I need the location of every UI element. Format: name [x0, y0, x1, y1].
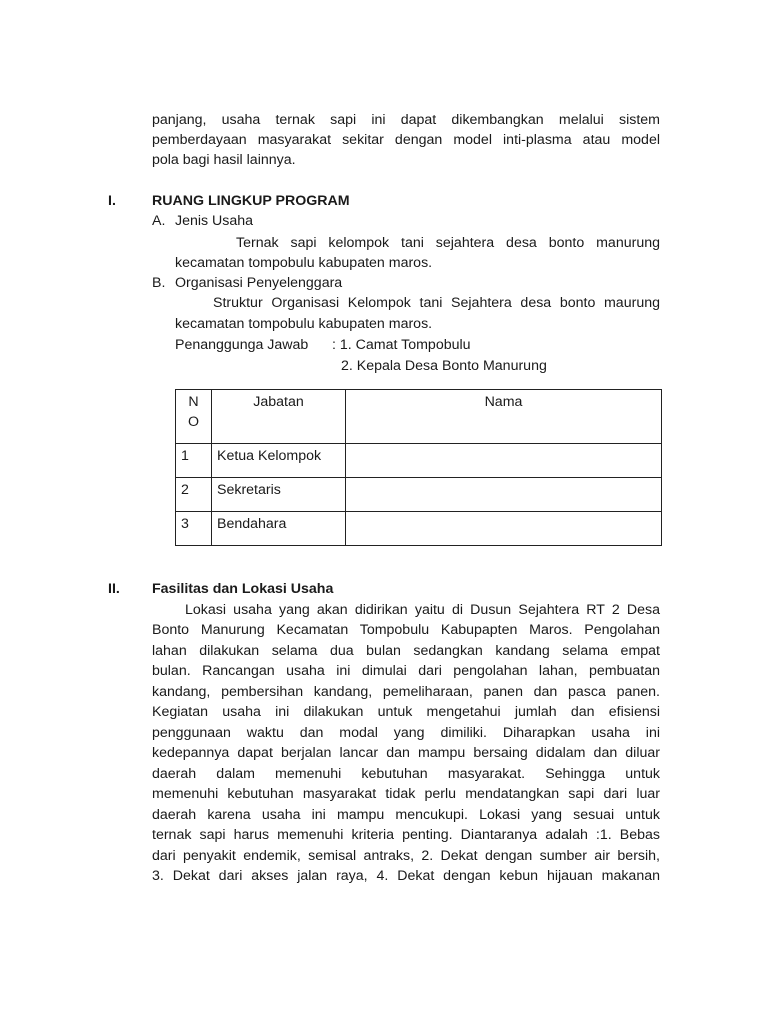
subsection-b-text: kecamatan tompobulu kabupaten maros. — [175, 316, 433, 332]
table-header-nama: Nama — [346, 390, 662, 444]
section2-line: kandang, pembersihan kandang, pemeliharaan, panen dan pasca panen. — [152, 684, 660, 700]
header-no-char: N — [188, 394, 199, 410]
table-cell-nama — [346, 512, 662, 546]
subsection-b-text: Struktur Organisasi Kelompok tani Sejahtera desa bonto maurung — [213, 295, 660, 311]
intro-line: panjang, usaha ternak sapi ini dapat dikembangkan melalui sistem — [152, 112, 660, 128]
section2-numeral: II. — [108, 581, 120, 597]
table-cell-jabatan: Bendahara — [212, 512, 346, 546]
table-cell-nama — [346, 444, 662, 478]
table-header-jabatan: Jabatan — [212, 390, 346, 444]
section2-line: penggunaan waktu dan modal yang dimiliki. Diharapkan usaha ini — [152, 725, 660, 741]
responsible-label: Penanggunga Jawab — [175, 337, 309, 353]
subsection-a-label: A. — [152, 213, 166, 229]
section2-line: bulan. Rancangan usaha ini dimulai dari pengolahan lahan, pembuatan — [152, 663, 660, 679]
subsection-a-title: Jenis Usaha — [175, 213, 254, 229]
section1-numeral: I. — [108, 193, 116, 209]
table-row — [176, 512, 662, 546]
section2-line: Lokasi usaha yang akan didirikan yaitu di Dusun Sejahtera RT 2 Desa — [185, 602, 660, 618]
responsible-item-1: : 1. Camat Tompobulu — [332, 337, 471, 353]
subsection-a-text: kecamatan tompobulu kabupaten maros. — [175, 255, 433, 271]
subsection-b-title: Organisasi Penyelenggara — [175, 275, 343, 291]
section2-line: Kegiatan usaha ini dilakukan untuk mengetahui jumlah dan efisiensi — [152, 704, 660, 720]
section2-line: lahan dilakukan selama dua bulan sedangkan kandang selama empat — [152, 643, 660, 659]
intro-line: pola bagi hasil lainnya. — [152, 152, 296, 168]
table-cell-no: 2 — [176, 478, 212, 512]
subsection-a-text: Ternak sapi kelompok tani sejahtera desa bonto manurung — [236, 235, 660, 251]
section2-line: ternak sapi harus memenuhi kriteria penting. Diantaranya adalah :1. Bebas — [152, 827, 660, 843]
table-cell-jabatan: Sekretaris — [212, 478, 346, 512]
table-header-no — [176, 390, 212, 444]
section2-line: 3. Dekat dari akses jalan raya, 4. Dekat dengan kebun hijauan makanan — [152, 868, 660, 884]
subsection-b-label: B. — [152, 275, 166, 291]
section1-heading: RUANG LINGKUP PROGRAM — [152, 193, 350, 209]
table-cell-jabatan: Ketua Kelompok — [212, 444, 346, 478]
section2-line: daerah karena usaha ini mampu mencukupi. Lokasi yang sesuai untuk — [152, 807, 660, 823]
organization-table — [175, 389, 662, 546]
section2-line: kedepannya dapat berjalan lancar dan mampu bersaing didalam dan diluar — [152, 745, 660, 761]
intro-line: pemberdayaan masyarakat sekitar dengan model inti-plasma atau model — [152, 132, 660, 148]
section2-line: memenuhi kebutuhan masyarakat tidak perlu mendatangkan sapi dari luar — [152, 786, 660, 802]
section2-heading: Fasilitas dan Lokasi Usaha — [152, 581, 334, 597]
table-row — [176, 478, 662, 512]
table-cell-no: 3 — [176, 512, 212, 546]
table-cell-nama — [346, 478, 662, 512]
section2-line: dari penyakit endemik, semisal antraks, 2. Dekat dengan sumber air bersih, — [152, 848, 660, 864]
header-no-char: O — [187, 414, 200, 430]
section2-line: Bonto Manurung Kecamatan Tompobulu Kabupapten Maros. Pengolahan — [152, 622, 660, 638]
responsible-item-2: 2. Kepala Desa Bonto Manurung — [341, 358, 547, 374]
table-row — [176, 444, 662, 478]
table-cell-no: 1 — [176, 444, 212, 478]
table-header-row — [176, 390, 662, 444]
section2-line: daerah dalam memenuhi kebutuhan masyarakat. Sehingga untuk — [152, 766, 660, 782]
